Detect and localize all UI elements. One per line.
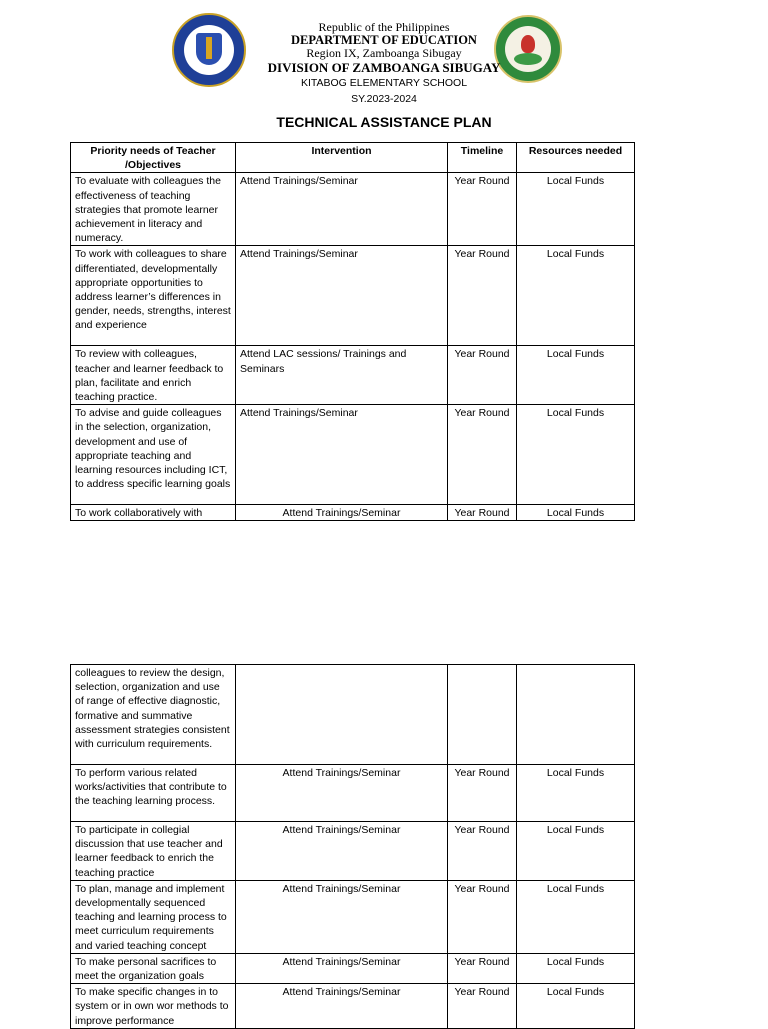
timeline-cell: Year Round (448, 953, 517, 983)
column-header-resources: Resources needed (517, 143, 635, 173)
technical-assistance-table-page1 (70, 142, 635, 521)
column-header-objectives: Priority needs of Teacher /Objectives (71, 143, 236, 173)
resources-cell: Local Funds (517, 765, 635, 822)
table-row (71, 953, 635, 983)
timeline-cell (448, 665, 517, 765)
republic-line: Republic of the Philippines (318, 20, 450, 34)
intervention-cell: Attend Trainings/Seminar (236, 405, 448, 505)
objective-cell: To work collaboratively with (71, 505, 236, 521)
table-row (71, 405, 635, 505)
table-row (71, 173, 635, 246)
objective-cell: To work with colleagues to share differentiated, developmentally appropriate opportunities to address learner’s differences in gender, needs, strengths, interest and experience (71, 246, 236, 346)
timeline-cell: Year Round (448, 173, 517, 246)
timeline-cell: Year Round (448, 346, 517, 405)
column-header-timeline: Timeline (448, 143, 517, 173)
document-title: TECHNICAL ASSISTANCE PLAN (276, 114, 492, 130)
technical-assistance-table-page2 (70, 664, 635, 1029)
table-row (71, 984, 635, 1029)
intervention-cell: Attend Trainings/Seminar (236, 984, 448, 1029)
intervention-cell: Attend Trainings/Seminar (236, 246, 448, 346)
resources-cell: Local Funds (517, 346, 635, 405)
table-row (71, 346, 635, 405)
intervention-cell: Attend Trainings/Seminar (236, 505, 448, 521)
timeline-cell: Year Round (448, 246, 517, 346)
objective-cell: To advise and guide colleagues in the selection, organization, development and use of appropriate teaching and learning resources including ICT, to address specific learning goals (71, 405, 236, 505)
resources-cell: Local Funds (517, 953, 635, 983)
resources-cell: Local Funds (517, 822, 635, 881)
timeline-cell: Year Round (448, 880, 517, 953)
intervention-cell: Attend Trainings/Seminar (236, 822, 448, 881)
intervention-cell: Attend Trainings/Seminar (236, 173, 448, 246)
table-header-row (71, 143, 635, 173)
table-row (71, 765, 635, 822)
intervention-cell: Attend LAC sessions/ Trainings and Seminars (236, 346, 448, 405)
timeline-cell: Year Round (448, 822, 517, 881)
objective-cell: To evaluate with colleagues the effectiveness of teaching strategies that promote learner achievement in literacy and numeracy. (71, 173, 236, 246)
resources-cell: Local Funds (517, 880, 635, 953)
resources-cell: Local Funds (517, 505, 635, 521)
resources-cell: Local Funds (517, 173, 635, 246)
table-row (71, 665, 635, 765)
document-header (0, 0, 768, 142)
intervention-cell: Attend Trainings/Seminar (236, 765, 448, 822)
table-row (71, 880, 635, 953)
objective-cell: To review with colleagues, teacher and learner feedback to plan, facilitate and enrich teaching practice. (71, 346, 236, 405)
school-year-line: SY.2023-2024 (351, 93, 417, 105)
intervention-cell: Attend Trainings/Seminar (236, 953, 448, 983)
table-row (71, 505, 635, 521)
objective-cell: To participate in collegial discussion that use teacher and learner feedback to enrich the teaching practice (71, 822, 236, 881)
column-header-intervention: Intervention (236, 143, 448, 173)
timeline-cell: Year Round (448, 505, 517, 521)
objective-cell: colleagues to review the design, selection, organization and use of range of effective diagnostic, formative and summative assessment strategies consistent with curriculum requirements. (71, 665, 236, 765)
intervention-cell (236, 665, 448, 765)
department-line: DEPARTMENT OF EDUCATION (291, 33, 477, 47)
timeline-cell: Year Round (448, 765, 517, 822)
school-line: KITABOG ELEMENTARY SCHOOL (300, 77, 468, 89)
resources-cell: Local Funds (517, 405, 635, 505)
region-line: Region IX, Zamboanga Sibugay (306, 46, 462, 60)
objective-cell: To plan, manage and implement developmentally sequenced teaching and learning process to meet curriculum requirements and varied teaching concept (71, 880, 236, 953)
objective-cell: To make personal sacrifices to meet the organization goals (71, 953, 236, 983)
resources-cell (517, 665, 635, 765)
objective-cell: To perform various related works/activities that contribute to the teaching learning process. (71, 765, 236, 822)
resources-cell: Local Funds (517, 246, 635, 346)
intervention-cell: Attend Trainings/Seminar (236, 880, 448, 953)
table-row (71, 822, 635, 881)
table-row (71, 246, 635, 346)
division-line: DIVISION OF ZAMBOANGA SIBUGAY (267, 60, 501, 75)
timeline-cell: Year Round (448, 405, 517, 505)
objective-cell: To make specific changes in to system or in own wor methods to improve performance (71, 984, 236, 1029)
resources-cell: Local Funds (517, 984, 635, 1029)
timeline-cell: Year Round (448, 984, 517, 1029)
